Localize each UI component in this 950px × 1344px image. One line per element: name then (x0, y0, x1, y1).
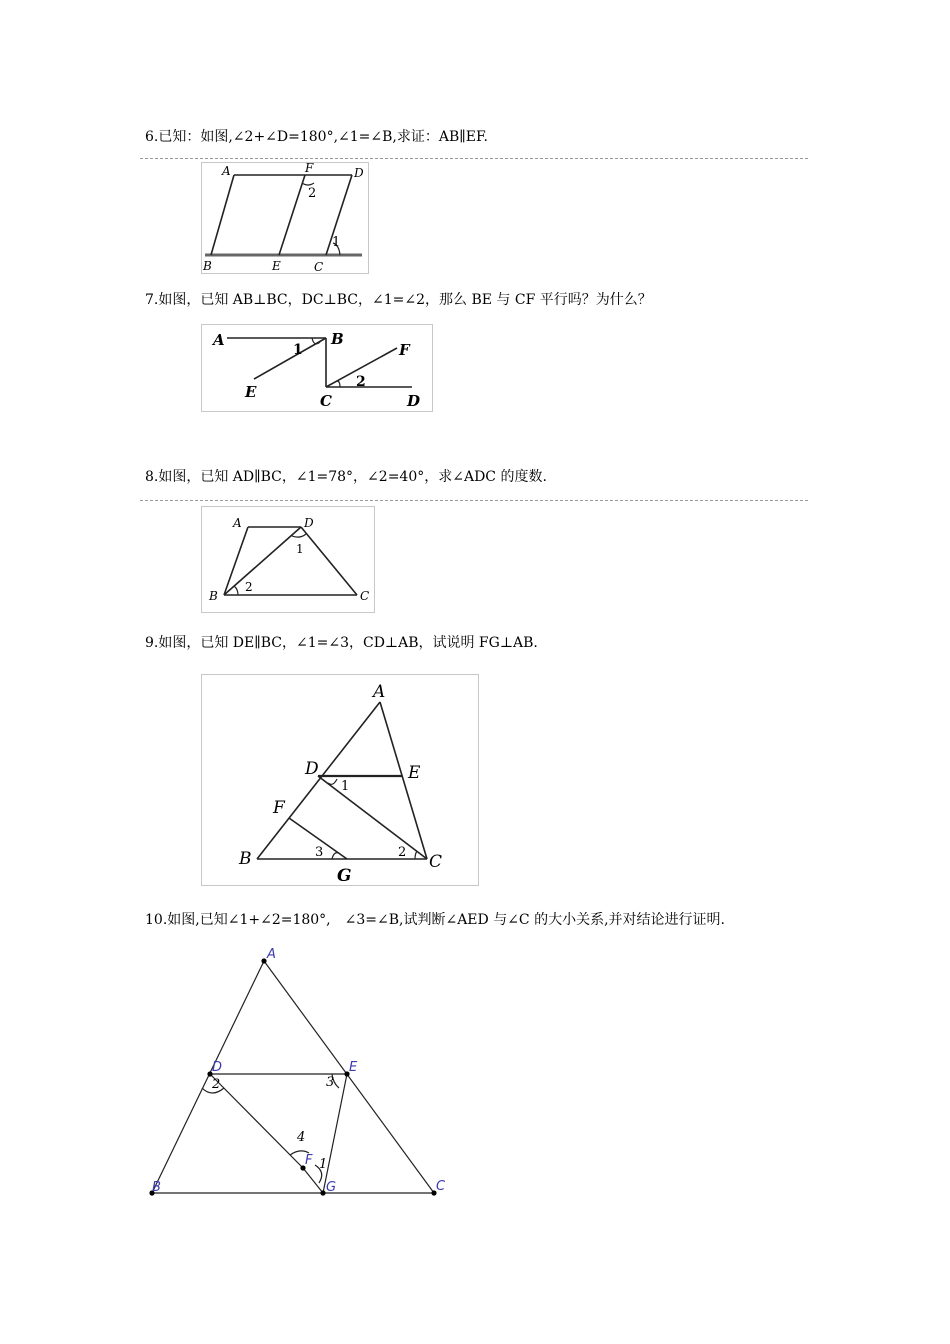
question-8-text: 8.如图，已知 AD∥BC，∠1=78°，∠2=40°，求∠ADC 的度数. (145, 469, 547, 485)
angle-label-2: 2 (308, 186, 317, 201)
angle-label-1: 1 (319, 1157, 328, 1172)
point-label-B: B (203, 259, 212, 273)
point-label-D: D (304, 516, 314, 530)
point-label-C: C (360, 589, 370, 603)
point-label-G: G (326, 1180, 337, 1195)
point-label-B: B (239, 849, 252, 869)
divider-line (140, 500, 808, 501)
point-label-E: E (349, 1060, 358, 1075)
figure-q10 (140, 940, 460, 1204)
question-6-text: 6.已知：如图,∠2+∠D=180°,∠1=∠B,求证：AB∥EF. (145, 129, 488, 145)
angle-label-1: 1 (293, 342, 303, 358)
point-label-F: F (305, 161, 314, 175)
figure-q9 (201, 674, 479, 886)
angle-label-3: 3 (326, 1075, 335, 1090)
angle-label-1: 1 (296, 542, 304, 556)
angle-label-2: 2 (356, 374, 366, 390)
point-label-F: F (305, 1153, 313, 1168)
point-A (261, 958, 266, 963)
angle-label-2: 2 (212, 1077, 221, 1092)
figure-q7 (201, 324, 433, 412)
point-label-E: E (272, 259, 281, 273)
point-G (320, 1190, 325, 1195)
question-9-text: 9.如图，已知 DE∥BC，∠1=∠3，CD⊥AB，试说明 FG⊥AB. (145, 635, 538, 651)
angle-label-3: 3 (315, 845, 324, 860)
figure-q8 (201, 506, 375, 613)
point-label-G: G (337, 866, 352, 886)
point-label-F: F (399, 341, 410, 359)
point-label-E: E (408, 763, 421, 783)
point-label-C: C (429, 852, 443, 872)
figure-q6 (201, 162, 369, 274)
angle-label-4: 4 (297, 1130, 306, 1145)
point-label-C: C (314, 260, 324, 274)
question-7-text: 7.如图，已知 AB⊥BC，DC⊥BC，∠1=∠2，那么 BE 与 CF 平行吗？为什么？ (145, 292, 652, 308)
divider-line (140, 158, 808, 159)
point-label-A: A (233, 516, 242, 530)
point-label-B: B (209, 589, 218, 603)
point-label-D: D (305, 759, 319, 779)
point-label-A: A (213, 331, 225, 349)
point-label-B: B (152, 1180, 161, 1195)
point-label-D: D (407, 392, 421, 410)
point-label-C: C (436, 1179, 446, 1194)
point-label-C: C (320, 392, 332, 410)
point-label-A: A (267, 947, 276, 962)
point-label-A: A (222, 164, 231, 178)
point-label-A: A (373, 682, 386, 702)
point-label-D: D (212, 1060, 223, 1075)
point-label-E: E (245, 383, 257, 401)
angle-label-1: 1 (341, 779, 350, 794)
angle-label-2: 2 (245, 580, 253, 594)
angle-label-2: 2 (398, 845, 407, 860)
point-label-D: D (354, 166, 364, 180)
point-label-B: B (331, 330, 344, 348)
point-label-F: F (273, 798, 285, 818)
question-10-text: 10.如图,已知∠1+∠2=180°, ∠3=∠B,试判断∠AED 与∠C 的大小关系,并对结论进行证明. (145, 912, 725, 928)
angle-label-1: 1 (332, 235, 341, 250)
